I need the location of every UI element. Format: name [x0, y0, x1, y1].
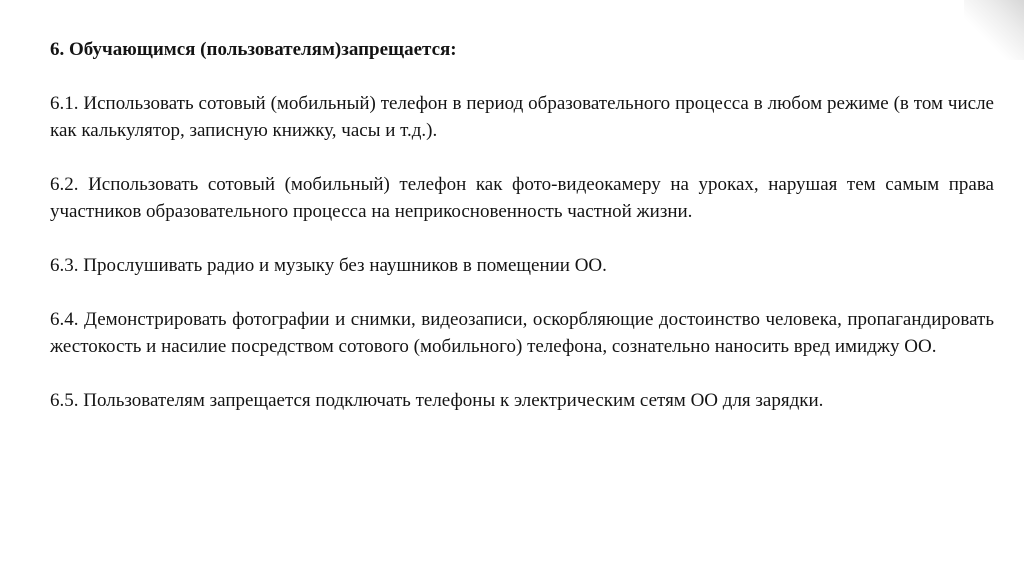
paragraph-6-4: 6.4. Демонстрировать фотографии и снимки, видеозаписи, оскорбляющие достоинство человека, пропагандировать жестокость и насилие посредством сотового (мобильного) телефона, сознательно наносить вред имиджу ОО.	[50, 309, 994, 357]
document-body	[50, 36, 994, 441]
paragraph-6-2: 6.2. Использовать сотовый (мобильный) телефон как фото-видеокамеру на уроках, нарушая тем самым права участников образовательного процесса на неприкосновенность частной жизни.	[50, 174, 994, 222]
paragraph-6-1: 6.1. Использовать сотовый (мобильный) телефон в период образовательного процесса в любом режиме (в том числе как калькулятор, записную книжку, часы и т.д.).	[50, 93, 994, 141]
paragraph-6-3: 6.3. Прослушивать радио и музыку без наушников в помещении ОО.	[50, 255, 607, 276]
paragraph-6-5: 6.5. Пользователям запрещается подключать телефоны к электрическим сетям ОО для зарядки.	[50, 390, 824, 411]
section-heading: 6. Обучающимся (пользователям)запрещается:	[50, 39, 457, 60]
